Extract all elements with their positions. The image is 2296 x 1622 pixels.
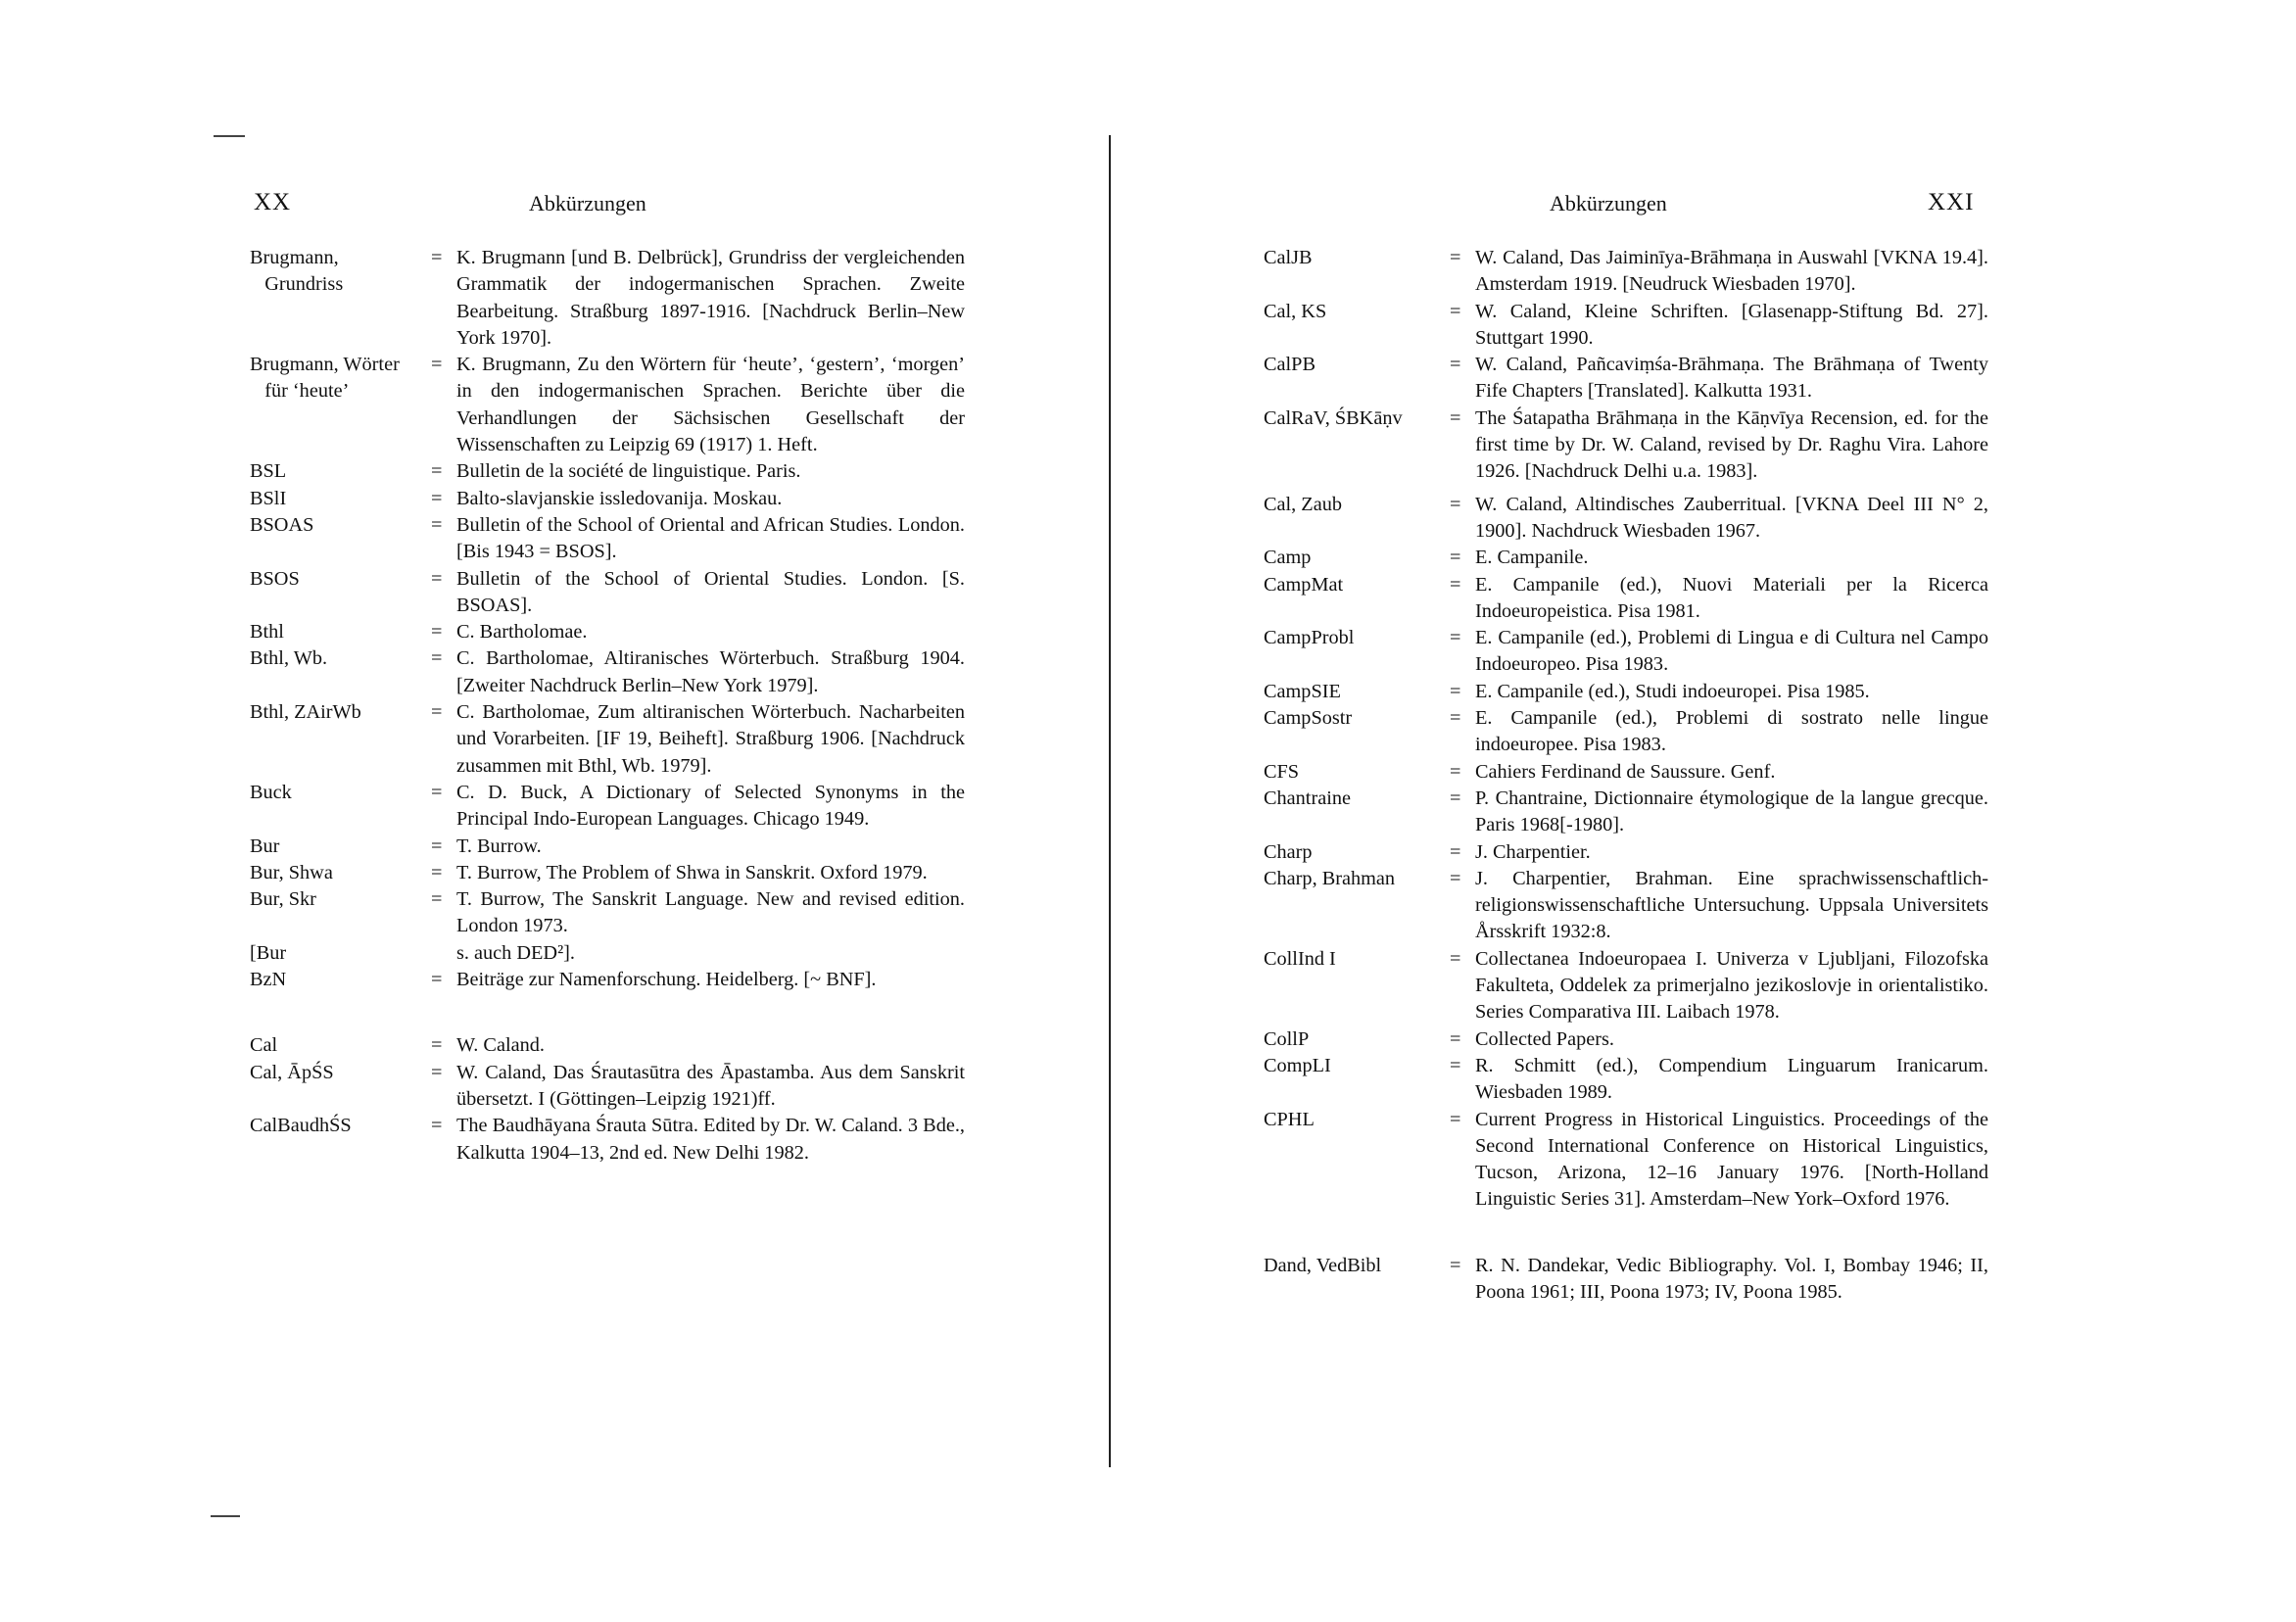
abbreviation-entry — [1264, 705, 1988, 759]
definition: E. Campanile (ed.), Nuovi Materiali per la Ricerca Indoeuropeistica. Pisa 1981. — [1475, 573, 1988, 622]
equals-sign: = — [1450, 1108, 1461, 1130]
abbreviation-entry — [1264, 1053, 1988, 1107]
equals-sign: = — [1450, 547, 1461, 569]
abbreviation-entry — [250, 1032, 965, 1059]
definition: W. Caland, Pañcaviṃśa-Brāhmaṇa. The Brāhmaṇa of Twenty Fife Chapters [Translated]. Kalkutta 1931. — [1475, 354, 1988, 403]
abbreviation-entry — [250, 1113, 965, 1167]
equals-sign: = — [1450, 354, 1461, 376]
abbreviation-entry — [250, 967, 965, 993]
scan-mark — [214, 135, 245, 137]
equals-sign: = — [431, 701, 443, 724]
definition: Cahiers Ferdinand de Saussure. Genf. — [1475, 760, 1776, 783]
definition: Bulletin of the School of Oriental and African Studies. London. [Bis 1943 = BSOS]. — [456, 513, 965, 563]
book-binding-line — [1109, 135, 1111, 1467]
equals-sign: = — [431, 1061, 443, 1083]
abbreviation: BSlI — [250, 487, 287, 509]
abbreviation: Camp — [1264, 547, 1312, 569]
abbreviation-entry — [1264, 1253, 1988, 1307]
equals-sign: = — [431, 513, 443, 536]
abbreviation: CFS — [1264, 760, 1300, 783]
abbreviation-entry — [1264, 625, 1988, 679]
equals-sign: = — [1450, 947, 1461, 970]
definition: W. Caland, Das Śrautasūtra des Āpastamba. Aus dem Sanskrit übersetzt. I (Göttingen–Leipzig 1921)ff. — [456, 1061, 965, 1110]
definition: R. Schmitt (ed.), Compendium Linguarum Iranicarum. Wiesbaden 1989. — [1475, 1054, 1988, 1104]
abbreviation: CampSostr — [1264, 707, 1353, 730]
definition: C. Bartholomae, Altiranisches Wörterbuch. Straßburg 1904. [Zweiter Nachdruck Berlin–New York 1979]. — [456, 647, 965, 696]
equals-sign: = — [431, 647, 443, 670]
entry-spacer — [1264, 1214, 1988, 1253]
equals-sign: = — [431, 888, 443, 911]
abbreviation: Bthl, ZAirWb — [250, 701, 361, 724]
definition: K. Brugmann [und B. Delbrück], Grundriss der vergleichenden Grammatik der indogermanischen Sprachen. Zweite Bearbeitung. Straßburg 1897-1916. [Nachdruck Berlin–New York 1970]. — [456, 247, 965, 349]
equals-sign: = — [1450, 760, 1461, 783]
equals-sign: = — [431, 354, 443, 376]
equals-sign — [431, 940, 456, 967]
equals-sign: = — [1450, 573, 1461, 596]
running-header: Abkürzungen — [1550, 191, 1667, 215]
equals-sign: = — [431, 567, 443, 590]
abbreviation-entry — [1264, 679, 1988, 705]
abbreviation: Bthl — [250, 621, 284, 644]
equals-sign: = — [1450, 406, 1461, 429]
definition: C. Bartholomae. — [456, 621, 588, 644]
abbreviation-entry — [250, 245, 965, 352]
abbreviation-entry — [1264, 786, 1988, 839]
abbreviation: CampSIE — [1264, 680, 1341, 702]
equals-sign: = — [431, 1115, 443, 1137]
equals-sign: = — [1450, 787, 1461, 809]
abbreviation: Charp, Brahman — [1264, 867, 1396, 889]
page-number: XXI — [1928, 189, 1975, 215]
equals-sign: = — [1450, 1254, 1461, 1276]
equals-sign: = — [431, 487, 443, 509]
equals-sign: = — [431, 861, 443, 883]
equals-sign: = — [1450, 680, 1461, 702]
abbreviation-entry — [1264, 839, 1988, 866]
abbreviation-entry — [250, 619, 965, 645]
definition: W. Caland, Das Jaiminīya-Brāhmaṇa in Auswahl [VKNA 19.4]. Amsterdam 1919. [Neudruck Wiesbaden 1970]. — [1475, 247, 1988, 296]
abbreviation: Brugmann, Wörter für ‘heute’ — [250, 354, 400, 403]
equals-sign: = — [1450, 247, 1461, 268]
abbreviation-entry — [1264, 946, 1988, 1026]
abbreviation: Bthl, Wb. — [250, 647, 328, 670]
definition: W. Caland, Altindisches Zauberritual. [VKNA Deel III N° 2, 1900]. Nachdruck Wiesbaden 1967. — [1475, 493, 1988, 542]
abbreviation-entry — [250, 834, 965, 860]
abbreviation-entry — [1264, 245, 1988, 299]
definition: W. Caland. — [456, 1034, 545, 1057]
abbreviation-entry — [1264, 866, 1988, 946]
definition: C. Bartholomae, Zum altiranischen Wörterbuch. Nacharbeiten und Vorarbeiten. [IF 19, Beiheft]. Straßburg 1906. [Nachdruck zusammen mit Bthl, Wb. 1979]. — [456, 701, 965, 777]
abbreviation-entry — [1264, 572, 1988, 626]
equals-sign: = — [1450, 840, 1461, 863]
abbreviation: CollP — [1264, 1027, 1310, 1050]
equals-sign: = — [1450, 627, 1461, 649]
equals-sign: = — [1450, 493, 1461, 515]
equals-sign: = — [1450, 867, 1461, 889]
definition: T. Burrow, The Problem of Shwa in Sanskrit. Oxford 1979. — [456, 861, 928, 883]
abbreviation: Charp — [1264, 840, 1313, 863]
definition: P. Chantraine, Dictionnaire étymologique de la langue grecque. Paris 1968[-1980]. — [1475, 787, 1988, 836]
definition: T. Burrow. — [456, 835, 542, 857]
definition: K. Brugmann, Zu den Wörtern für ‘heute’, ‘gestern’, ‘morgen’ in den indogermanischen Sprachen. Berichte über die Verhandlungen der Sächsischen Gesellschaft der Wissenschaften zu Leipzig 69 (1917) 1. Heft. — [456, 354, 965, 456]
definition: E. Campanile (ed.), Problemi di sostrato nelle lingue indoeuropee. Pisa 1983. — [1475, 707, 1988, 756]
equals-sign: = — [1450, 707, 1461, 730]
abbreviation-entry — [250, 940, 965, 967]
definition: s. auch DED²]. — [456, 941, 575, 964]
equals-sign: = — [431, 835, 443, 857]
abbreviation: CampProbl — [1264, 627, 1355, 649]
equals-sign: = — [431, 969, 443, 991]
abbreviation: Cal, KS — [1264, 300, 1327, 322]
abbreviation: Brugmann, Grundriss — [250, 247, 344, 296]
right-page-header — [1264, 189, 1988, 228]
abbreviation-entry — [1264, 299, 1988, 353]
definition: Beiträge zur Namenforschung. Heidelberg. [~ BNF]. — [456, 969, 877, 991]
abbreviation: CalBaudhŚS — [250, 1115, 352, 1137]
definition: E. Campanile (ed.), Problemi di Lingua e di Cultura nel Campo Indoeuropeo. Pisa 1983. — [1475, 627, 1988, 676]
abbreviation-entry — [250, 645, 965, 699]
abbreviation: BSOAS — [250, 513, 314, 536]
abbreviation-entry — [1264, 1026, 1988, 1053]
definition: J. Charpentier. — [1475, 840, 1591, 863]
definition: Balto-slavjanskie issledovanija. Moskau. — [456, 487, 783, 509]
running-header: Abkürzungen — [529, 191, 646, 215]
abbreviation: CalJB — [1264, 247, 1313, 268]
abbreviation-entry — [250, 886, 965, 940]
abbreviation: Bur, Shwa — [250, 861, 333, 883]
abbreviation: CPHL — [1264, 1108, 1315, 1130]
equals-sign: = — [431, 781, 443, 803]
abbreviation: Bur, Skr — [250, 888, 316, 911]
equals-sign: = — [1450, 300, 1461, 322]
abbreviation: Bur — [250, 835, 280, 857]
abbreviation-entry — [250, 780, 965, 834]
abbreviation: BzN — [250, 969, 287, 991]
entry-spacer — [250, 993, 965, 1032]
definition: E. Campanile. — [1475, 547, 1589, 569]
abbreviation: Cal — [250, 1034, 278, 1057]
abbreviation-entry — [1264, 759, 1988, 786]
abbreviation-entry — [250, 1060, 965, 1114]
equals-sign: = — [431, 460, 443, 483]
abbreviation-entry — [1264, 492, 1988, 546]
definition: R. N. Dandekar, Vedic Bibliography. Vol. I, Bombay 1946; II, Poona 1961; III, Poona 1973; IV, Poona 1985. — [1475, 1254, 1988, 1303]
abbreviation-list — [1264, 245, 1988, 1306]
abbreviation: Cal, Zaub — [1264, 493, 1342, 515]
definition: J. Charpentier, Brahman. Eine sprachwissenschaftlich-religionswissenschaftliche Untersuchung. Uppsala Universitets Årsskrift 1932:8. — [1475, 867, 1988, 943]
abbreviation: Dand, VedBibl — [1264, 1254, 1382, 1276]
definition: E. Campanile (ed.), Studi indoeuropei. Pisa 1985. — [1475, 680, 1870, 702]
page-number: XX — [254, 189, 292, 215]
abbreviation-entry — [1264, 545, 1988, 571]
definition: The Śatapatha Brāhmaṇa in the Kāṇvīya Recension, ed. for the first time by Dr. W. Caland, revised by Dr. Raghu Vira. Lahore 1926. [Nachdruck Delhi u.a. 1983]. — [1475, 406, 1988, 483]
left-page-header — [250, 189, 965, 228]
equals-sign: = — [431, 621, 443, 644]
abbreviation: Buck — [250, 781, 292, 803]
abbreviation: CollInd I — [1264, 947, 1336, 970]
scan-mark — [211, 1515, 240, 1517]
abbreviation-entry — [250, 352, 965, 458]
abbreviation-entry — [250, 860, 965, 886]
abbreviation: CalRaV, ŚBKāṇv — [1264, 406, 1403, 429]
abbreviation-entry — [250, 512, 965, 566]
equals-sign: = — [1450, 1054, 1461, 1076]
abbreviation-entry — [1264, 1107, 1988, 1214]
definition: Current Progress in Historical Linguistics. Proceedings of the Second International Conference on Historical Linguistics, Tucson, Arizona, 12–16 January 1976. [North-Holland Linguistic Series 31]. Amsterdam–New York–Oxford 1976. — [1475, 1108, 1988, 1211]
abbreviation-list — [250, 245, 965, 1167]
abbreviation: CompLI — [1264, 1054, 1331, 1076]
abbreviation-entry — [1264, 352, 1988, 406]
definition: The Baudhāyana Śrauta Sūtra. Edited by Dr. W. Caland. 3 Bde., Kalkutta 1904–13, 2nd ed. New Delhi 1982. — [456, 1115, 965, 1164]
equals-sign: = — [431, 1034, 443, 1057]
equals-sign: = — [431, 247, 443, 268]
abbreviation-entry — [250, 486, 965, 512]
abbreviation: CampMat — [1264, 573, 1344, 596]
abbreviation-entry — [250, 458, 965, 485]
abbreviation: BSL — [250, 460, 287, 483]
definition: Bulletin de la société de linguistique. Paris. — [456, 460, 801, 483]
equals-sign: = — [1450, 1027, 1461, 1050]
definition: Collectanea Indoeuropaea I. Univerza v Ljubljani, Filozofska Fakulteta, Oddelek za primerjalno jezikoslovje in orientalistiko. Series Comparativa III. Laibach 1978. — [1475, 947, 1988, 1024]
abbreviation-entry — [250, 699, 965, 780]
abbreviation-entry — [250, 566, 965, 620]
abbreviation: CalPB — [1264, 354, 1315, 376]
abbreviation: [Bur — [250, 941, 287, 964]
definition: C. D. Buck, A Dictionary of Selected Synonyms in the Principal Indo-European Languages. Chicago 1949. — [456, 781, 965, 831]
abbreviation: Cal, ĀpŚS — [250, 1061, 334, 1083]
definition: W. Caland, Kleine Schriften. [Glasenapp-Stiftung Bd. 27]. Stuttgart 1990. — [1475, 300, 1988, 349]
definition: Collected Papers. — [1475, 1027, 1614, 1050]
definition: T. Burrow, The Sanskrit Language. New and revised edition. London 1973. — [456, 888, 965, 937]
abbreviation: BSOS — [250, 567, 300, 590]
definition: Bulletin of the School of Oriental Studies. London. [S. BSOAS]. — [456, 567, 965, 616]
abbreviation-entry — [1264, 406, 1988, 486]
abbreviation: Chantraine — [1264, 787, 1351, 809]
